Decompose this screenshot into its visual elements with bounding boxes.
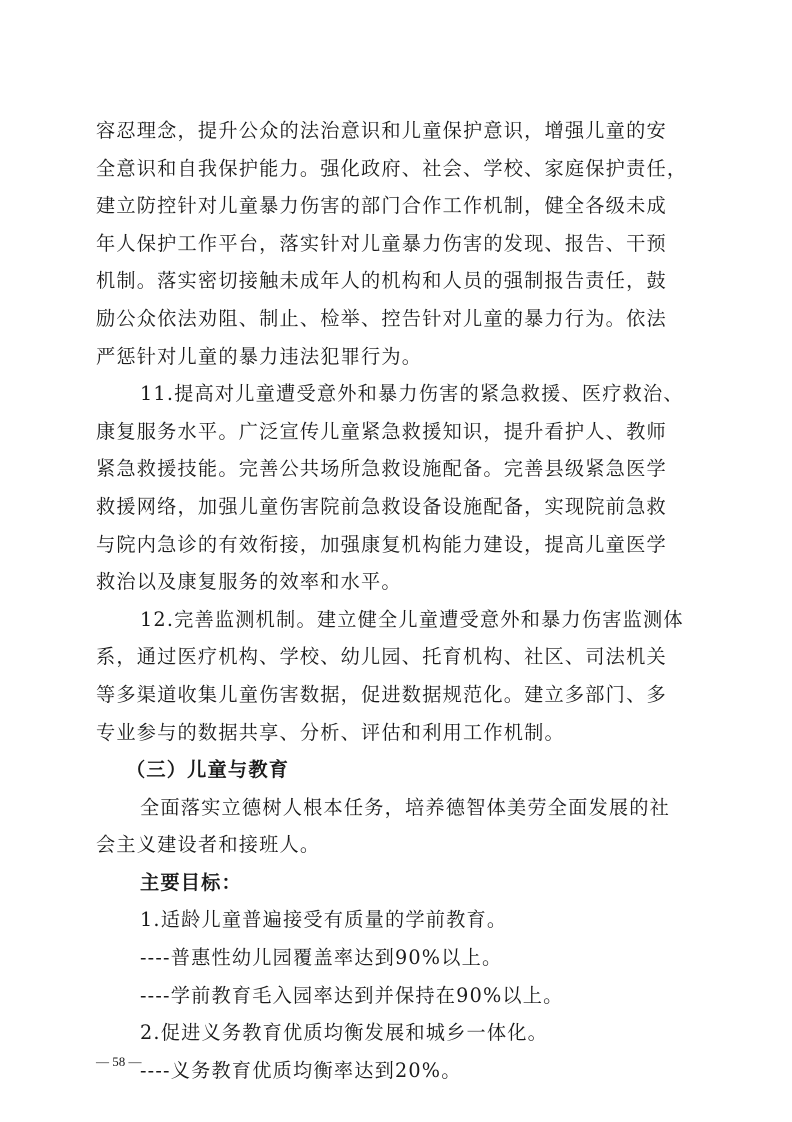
- subheading: 主要目标：: [140, 870, 242, 894]
- paragraph-line: 康复服务水平。广泛宣传儿童紧急救援知识，提升看护人、教师: [96, 419, 667, 443]
- paragraph-line: 与院内急诊的有效衔接，加强康复机构能力建设，提高儿童医学: [96, 532, 667, 556]
- paragraph-line: 系，通过医疗机构、学校、幼儿园、托育机构、社区、司法机关: [96, 645, 667, 669]
- section-heading: （三）儿童与教育: [126, 758, 290, 782]
- paragraph-line: 救治以及康复服务的效率和水平。: [96, 570, 402, 594]
- paragraph-line: 建立防控针对儿童暴力伤害的部门合作工作机制，健全各级未成: [96, 194, 667, 218]
- list-item: 2.促进义务教育优质均衡发展和城乡一体化。: [140, 1021, 549, 1045]
- list-item: 1.适龄儿童普遍接受有质量的学前教育。: [140, 908, 508, 932]
- paragraph-line: 专业参与的数据共享、分析、评估和利用工作机制。: [96, 720, 565, 744]
- paragraph-line: 救援网络，加强儿童伤害院前急救设备设施配备，实现院前急救: [96, 494, 667, 518]
- paragraph-line: 12.完善监测机制。建立健全儿童遭受意外和暴力伤害监测体: [140, 607, 684, 631]
- paragraph-line: 等多渠道收集儿童伤害数据，促进数据规范化。建立多部门、多: [96, 682, 667, 706]
- paragraph-line: 会主义建设者和接班人。: [96, 833, 321, 857]
- paragraph-line: 11.提高对儿童遭受意外和暴力伤害的紧急救援、医疗救治、: [140, 382, 684, 406]
- paragraph-line: 严惩针对儿童的暴力违法犯罪行为。: [96, 344, 423, 368]
- paragraph-line: 全面落实立德树人根本任务，培养德智体美劳全面发展的社: [140, 795, 671, 819]
- paragraph-line: 励公众依法劝阻、制止、检举、控告针对儿童的暴力行为。依法: [96, 306, 667, 330]
- list-item: ----普惠性幼儿园覆盖率达到90%以上。: [140, 946, 503, 970]
- paragraph-line: 容忍理念，提升公众的法治意识和儿童保护意识，增强儿童的安: [96, 119, 667, 142]
- list-item: ----学前教育毛入园率达到并保持在90%以上。: [140, 983, 564, 1007]
- paragraph-line: 年人保护工作平台，落实针对儿童暴力伤害的发现、报告、干预: [96, 231, 667, 255]
- paragraph-line: 全意识和自我保护能力。强化政府、社会、学校、家庭保护责任，: [96, 156, 688, 180]
- paragraph-line: 机制。落实密切接触未成年人的机构和人员的强制报告责任，鼓: [96, 269, 667, 293]
- document-body: [96, 112, 700, 1089]
- paragraph-line: 紧急救援技能。完善公共场所急救设施配备。完善县级紧急医学: [96, 457, 667, 481]
- page-number: — 58 —: [96, 1054, 142, 1069]
- list-item: ----义务教育优质均衡率达到20%。: [140, 1058, 462, 1082]
